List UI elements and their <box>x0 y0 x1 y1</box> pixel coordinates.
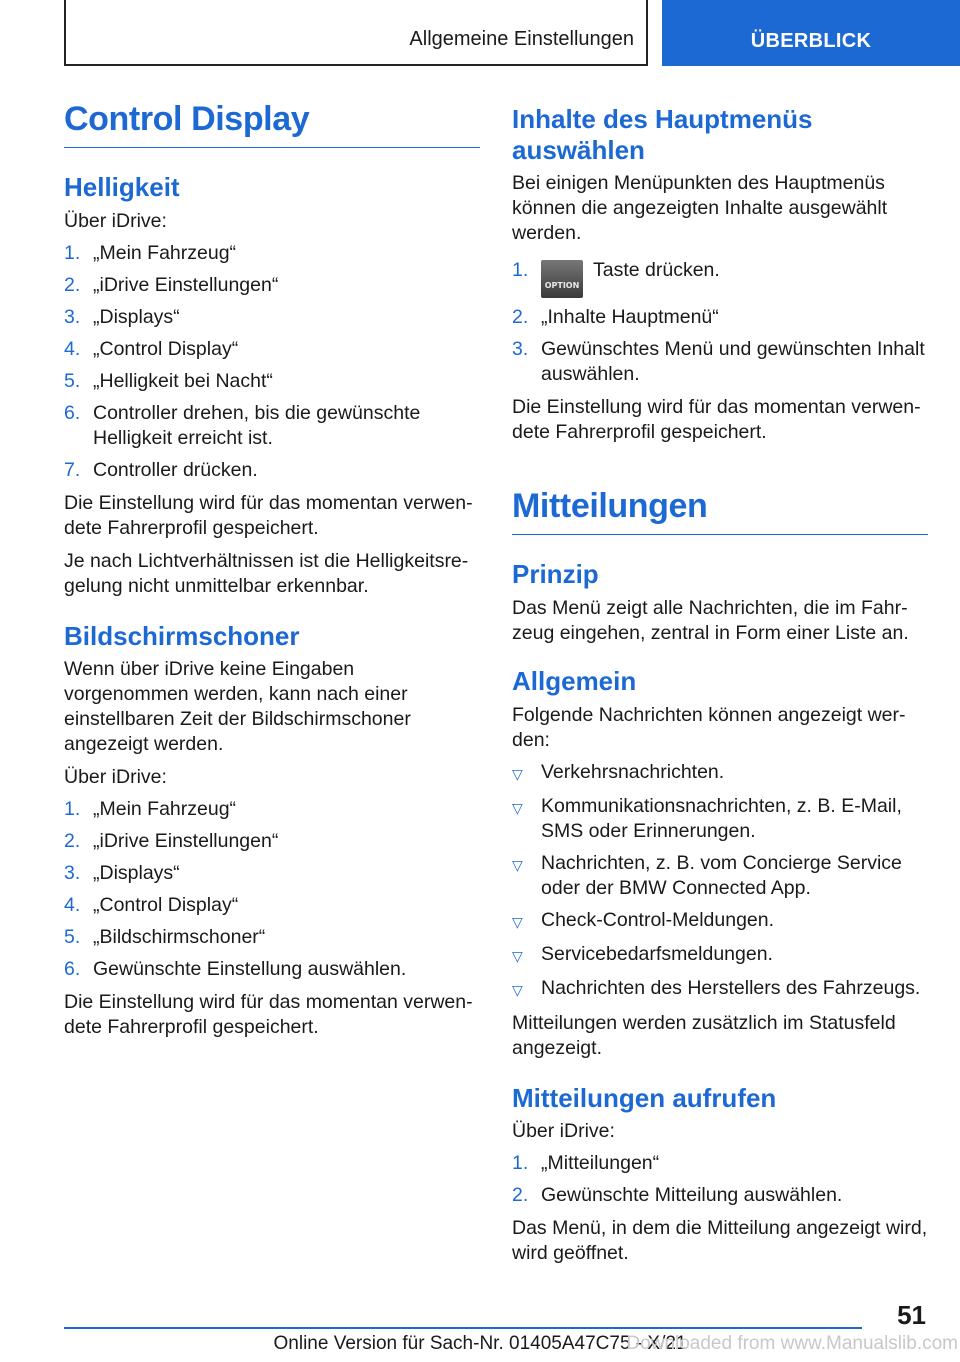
general-bullets <box>512 760 928 1003</box>
list-item: 4. „Control Display“ <box>64 894 239 917</box>
screensaver-steps <box>64 797 480 982</box>
brightness-intro: Über iDrive: <box>64 209 167 232</box>
principle-text: Das Menü zeigt alle Nachrichten, die im Fahrzeug eingehen, zentral in Form einer Liste an. <box>512 597 909 645</box>
footer-text: Online Version für Sach-Nr. 01405A47C75 - X/21 <box>273 1333 687 1354</box>
right-column <box>512 104 928 1266</box>
list-item: 3. Gewünschtes Menü und gewünschten Inhalt auswählen. <box>512 338 925 386</box>
watermark: Downloaded from www.Manualslib.com <box>626 1333 958 1354</box>
footer-rule <box>64 1327 862 1329</box>
list-item: ▽ Verkehrsnachrichten. <box>512 760 928 787</box>
open-note: Das Menü, in dem die Mitteilung angezeigt wird, wird geöffnet. <box>512 1217 928 1265</box>
section-heading-open: Mitteilungen aufrufen <box>512 1082 777 1113</box>
triangle-down-icon: ▽ <box>512 913 523 930</box>
section-heading-brightness: Helligkeit <box>64 172 180 203</box>
list-item: 1. „Mein Fahrzeug“ <box>64 798 237 821</box>
mainmenu-note: Die Einstellung wird für das momentan verwendete Fahrerprofil gespeichert. <box>512 396 921 444</box>
open-intro: Über iDrive: <box>512 1120 615 1143</box>
section-heading-general: Allgemein <box>512 666 637 697</box>
left-column <box>64 100 480 1040</box>
list-item: 1. OPTION Taste drücken. <box>512 258 928 298</box>
list-item: 1. „Mein Fahrzeug“ <box>64 241 237 264</box>
list-item: 2. „iDrive Einstellungen“ <box>64 273 279 296</box>
list-item: 6. Gewünschte Einstellung auswählen. <box>64 958 407 981</box>
list-item: ▽ Nachrichten des Herstellers des Fahrzeugs. <box>512 976 928 1003</box>
triangle-down-icon: ▽ <box>512 981 523 998</box>
list-item: 3. „Displays“ <box>64 305 180 328</box>
messages-title: Mitteilungen <box>512 487 928 535</box>
screensaver-via: Über iDrive: <box>64 766 167 789</box>
triangle-down-icon: ▽ <box>512 947 523 964</box>
list-item: ▽ Servicebedarfsmeldungen. <box>512 942 928 969</box>
header-tab-label: ÜBERBLICK <box>750 30 872 52</box>
list-item: 4. „Control Display“ <box>64 337 239 360</box>
page-number: 51 <box>897 1300 926 1330</box>
general-note: Mitteilungen werden zusätzlich im Statusfeld angezeigt. <box>512 1011 896 1059</box>
list-item: 6. Controller drehen, bis die gewünschte Helligkeit erreicht ist. <box>64 401 421 449</box>
list-item: 5. „Bildschirmschoner“ <box>64 926 266 949</box>
list-item: 3. „Displays“ <box>64 862 180 885</box>
list-item: ▽ Check-Control-Meldungen. <box>512 908 928 935</box>
mainmenu-steps <box>512 258 928 387</box>
brightness-note-profile: Die Einstellung wird für das momentan verwendete Fahrerprofil gespeichert. <box>64 491 473 539</box>
list-item: 7. Controller drücken. <box>64 458 258 481</box>
brightness-note-light: Je nach Lichtverhältnissen ist die Helligkeitsregelung nicht unmittelbar erkennbar. <box>64 549 469 597</box>
brightness-steps <box>64 241 480 483</box>
list-item: ▽ Kommunikationsnachrichten, z. B. E-Mail, SMS oder Erinnerungen. <box>512 794 902 842</box>
header-section-box <box>64 0 648 66</box>
triangle-down-icon: ▽ <box>512 856 523 873</box>
list-item: ▽ Nachrichten, z. B. vom Concierge Service oder der BMW Connected App. <box>512 851 902 899</box>
option-button-icon: OPTION <box>541 260 583 298</box>
general-intro: Folgende Nachrichten können angezeigt werden: <box>512 703 906 751</box>
header-section-label: Allgemeine Einstellungen <box>409 28 634 50</box>
list-item: 2. Gewünschte Mitteilung auswählen. <box>512 1184 843 1207</box>
screensaver-intro: Wenn über iDrive keine Eingaben vorgenommen werden, kann nach einer einstellbaren Zeit der Bildschirmschoner angezeigt werden. <box>64 658 411 756</box>
section-heading-principle: Prinzip <box>512 559 599 590</box>
mainmenu-intro: Bei einigen Menüpunkten des Hauptmenüs können die angezeigten Inhalte ausgewählt werden. <box>512 172 888 245</box>
triangle-down-icon: ▽ <box>512 799 523 816</box>
list-item: 1. „Mitteilungen“ <box>512 1152 660 1175</box>
list-item: 5. „Helligkeit bei Nacht“ <box>64 369 273 392</box>
section-heading-mainmenu: Inhalte des Hauptmenüs auswählen <box>512 104 813 165</box>
header-tab[interactable] <box>662 0 960 66</box>
page-title: Control Display <box>64 100 480 148</box>
open-steps <box>512 1151 928 1208</box>
list-item: 2. „Inhalte Hauptmenü“ <box>512 306 719 329</box>
triangle-down-icon: ▽ <box>512 765 523 782</box>
section-heading-screensaver: Bildschirmschoner <box>64 620 300 651</box>
screensaver-note: Die Einstellung wird für das momentan verwendete Fahrerprofil gespeichert. <box>64 991 473 1039</box>
list-item: 2. „iDrive Einstellungen“ <box>64 830 279 853</box>
